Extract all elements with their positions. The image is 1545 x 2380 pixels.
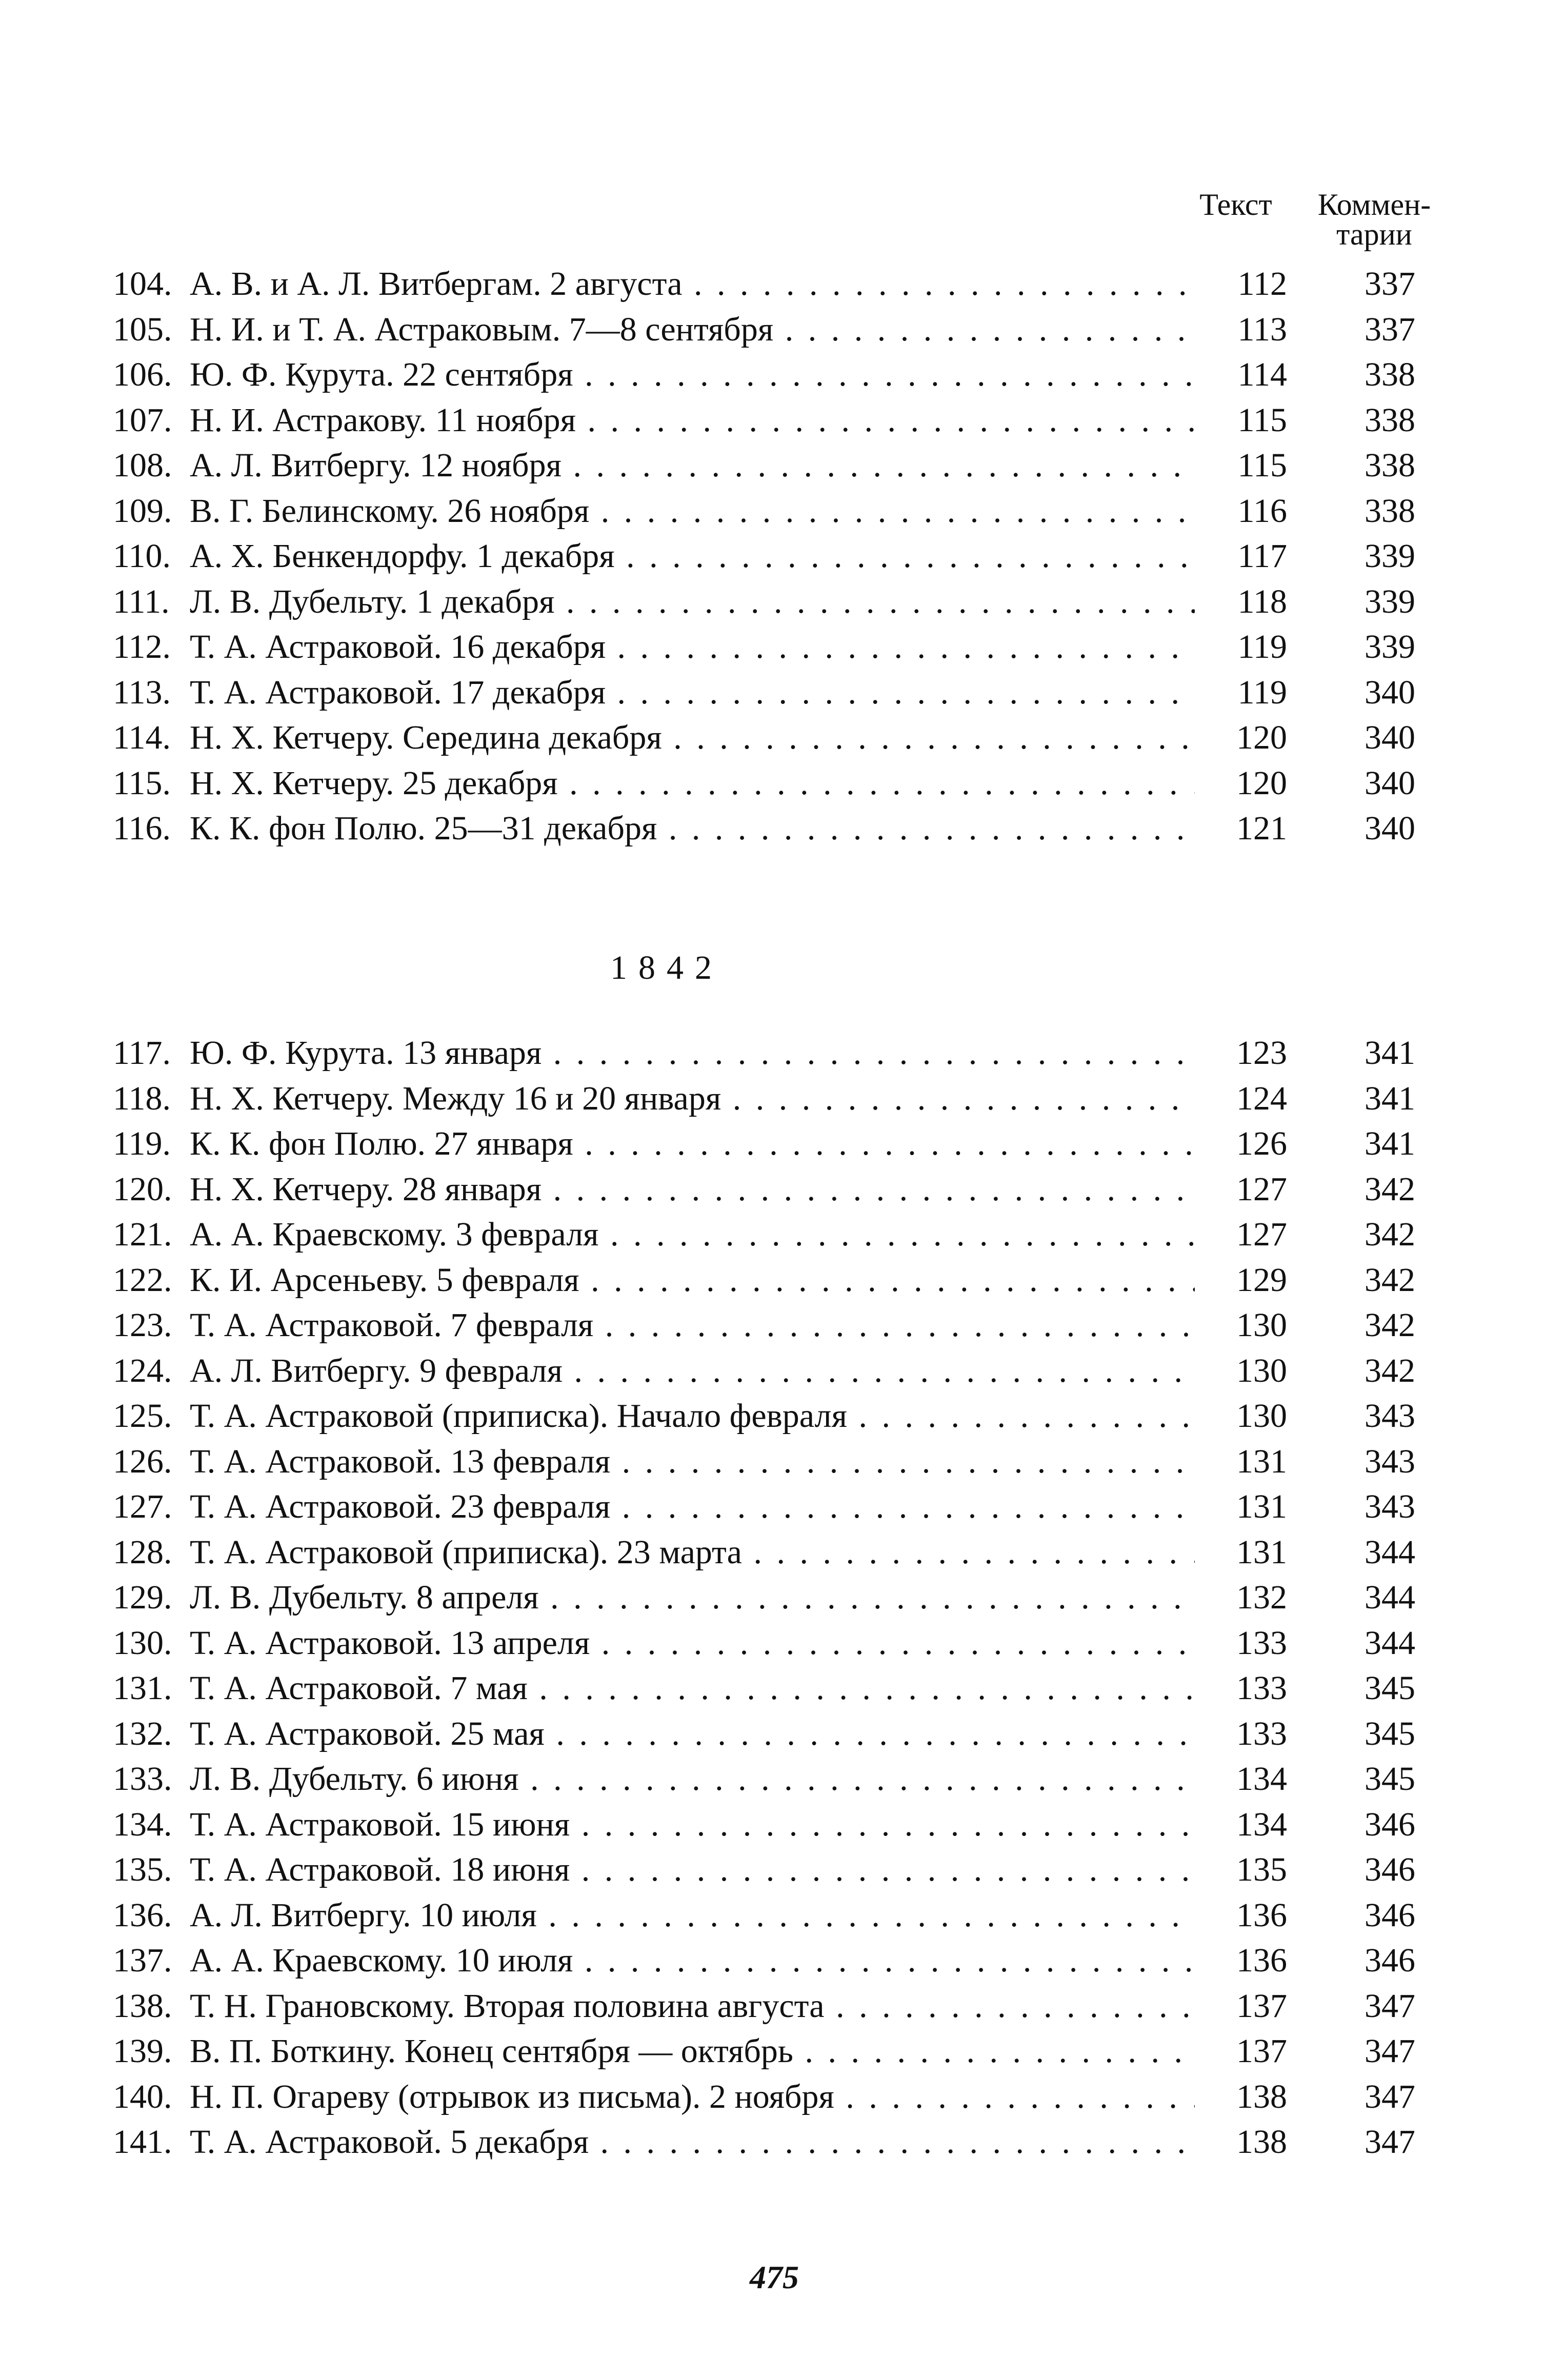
entry-text-page: 118 [1195, 582, 1292, 621]
entry-comment-page: 340 [1365, 719, 1415, 757]
entry-title: Т. А. Астраковой. 13 апреля . . . [190, 1624, 1195, 1663]
toc-entry [113, 1031, 1426, 1076]
entry-title: А. В. и А. Л. Витбергам. 2 августа . . . [190, 265, 1195, 304]
entry-text-page: 112 [1195, 265, 1292, 304]
entry-comment-page: 339 [1365, 537, 1415, 575]
entry-number: 133. [113, 1760, 172, 1798]
entry-title: А. Л. Витбергу. 12 ноября . . . [190, 446, 1195, 485]
entry-text-page: 129 [1195, 1261, 1292, 1300]
entry-text-page: 131 [1195, 1442, 1292, 1481]
entry-comment-page: 337 [1365, 265, 1415, 303]
toc-entry [113, 1258, 1426, 1303]
entry-comment-page: 337 [1365, 310, 1415, 348]
entry-title: Л. В. Дубельту. 6 июня . . . [190, 1760, 1195, 1799]
entry-number: 138. [113, 1987, 172, 2025]
entry-text-page: 123 [1195, 1034, 1292, 1073]
toc-section-1841 [113, 261, 1426, 852]
entry-comment-page: 341 [1365, 1034, 1415, 1072]
entry-comment-page: 338 [1365, 401, 1415, 439]
entry-comment-page: 342 [1365, 1216, 1415, 1254]
entry-title: Т. А. Астраковой. 17 декабря . . . [190, 673, 1195, 712]
entry-comment-page: 338 [1365, 492, 1415, 530]
entry-title: Т. А. Астраковой. 18 июня . . . [190, 1850, 1195, 1889]
entry-title: Н. Х. Кетчеру. 25 декабря . . . [190, 764, 1195, 803]
entry-comment-page: 347 [1365, 2032, 1415, 2070]
entry-number: 108. [113, 447, 172, 485]
entry-text-page: 119 [1195, 628, 1292, 667]
toc-entry [113, 761, 1426, 806]
toc-entry [113, 1484, 1426, 1530]
entry-number: 141. [113, 2123, 172, 2161]
entry-title: В. Г. Белинскому. 26 ноября . . . [190, 492, 1195, 531]
entry-title: А. А. Краевскому. 10 июля . . . [190, 1941, 1195, 1980]
entry-title: А. А. Краевскому. 3 февраля . . . [190, 1215, 1195, 1254]
entry-number: 104. [113, 265, 172, 303]
entry-title: Т. А. Астраковой (приписка). 23 марта . . . [190, 1533, 1195, 1572]
toc-entry [113, 1121, 1426, 1167]
entry-comment-page: 343 [1365, 1442, 1415, 1480]
entry-text-page: 133 [1195, 1715, 1292, 1753]
entry-number: 106. [113, 356, 172, 394]
toc-entry [113, 398, 1426, 443]
entry-title: Л. В. Дубельту. 1 декабря . . . [190, 582, 1195, 621]
entry-title: Т. А. Астраковой. 5 декабря . . . [190, 2123, 1195, 2162]
entry-number: 125. [113, 1397, 172, 1435]
toc-entry [113, 261, 1426, 307]
entry-comment-page: 344 [1365, 1533, 1415, 1571]
entry-text-page: 132 [1195, 1578, 1292, 1617]
toc-entry [113, 307, 1426, 353]
toc-entry [113, 1575, 1426, 1621]
entry-comment-page: 345 [1365, 1715, 1415, 1752]
entry-comment-page: 346 [1365, 1942, 1415, 1980]
toc-entry [113, 1303, 1426, 1348]
toc-entry [113, 1666, 1426, 1711]
entry-title: Н. П. Огареву (отрывок из письма). 2 ноября . . . [190, 2078, 1195, 2116]
entry-title: В. П. Боткину. Конец сентября — октябрь . . . [190, 2032, 1195, 2071]
toc-entry [113, 715, 1426, 761]
entry-title: К. К. фон Полю. 27 января . . . [190, 1124, 1195, 1163]
column-header-text: Текст [1199, 188, 1272, 221]
entry-number: 124. [113, 1352, 172, 1389]
entry-number: 113. [113, 673, 171, 711]
entry-number: 137. [113, 1942, 172, 1980]
entry-title: Ю. Ф. Курута. 13 января . . . [190, 1034, 1195, 1073]
toc-entry [113, 579, 1426, 625]
entry-title: Т. А. Астраковой. 7 мая . . . [190, 1669, 1195, 1708]
column-header-comments: Коммен- тарии [1317, 188, 1431, 251]
entry-text-page: 133 [1195, 1624, 1292, 1663]
entry-text-page: 130 [1195, 1352, 1292, 1390]
entry-number: 118. [113, 1079, 171, 1117]
entry-number: 122. [113, 1261, 172, 1299]
entry-text-page: 124 [1195, 1079, 1292, 1118]
entry-title: Т. А. Астраковой (приписка). Начало февраля . . . [190, 1397, 1195, 1436]
toc-entry [113, 443, 1426, 489]
entry-number: 117. [113, 1034, 171, 1072]
entry-title: Т. А. Астраковой. 7 февраля . . . [190, 1306, 1195, 1345]
entry-number: 120. [113, 1170, 172, 1208]
entry-text-page: 131 [1195, 1487, 1292, 1526]
entry-comment-page: 344 [1365, 1624, 1415, 1662]
toc-entry [113, 1621, 1426, 1666]
entry-title: Н. И. Астракову. 11 ноября . . . [190, 401, 1195, 440]
entry-text-page: 137 [1195, 1987, 1292, 2026]
entry-text-page: 120 [1195, 718, 1292, 757]
entry-number: 123. [113, 1306, 172, 1344]
entry-number: 129. [113, 1579, 172, 1617]
toc-entry [113, 1847, 1426, 1893]
entry-text-page: 113 [1195, 310, 1292, 349]
entry-text-page: 138 [1195, 2123, 1292, 2162]
entry-title: А. Х. Бенкендорфу. 1 декабря . . . [190, 537, 1195, 576]
entry-title: К. К. фон Полю. 25—31 декабря . . . [190, 809, 1195, 848]
entry-number: 135. [113, 1851, 172, 1889]
entry-comment-page: 345 [1365, 1669, 1415, 1707]
entry-comment-page: 342 [1365, 1261, 1415, 1299]
entry-comment-page: 347 [1365, 1987, 1415, 2025]
entry-number: 131. [113, 1669, 172, 1707]
toc-entry [113, 1802, 1426, 1848]
entry-title: Т. А. Астраковой. 25 мая . . . [190, 1715, 1195, 1753]
entry-title: К. И. Арсеньеву. 5 февраля . . . [190, 1261, 1195, 1300]
entry-comment-page: 341 [1365, 1125, 1415, 1163]
toc-entry [113, 1076, 1426, 1122]
entry-number: 127. [113, 1488, 172, 1526]
toc-entry [113, 352, 1426, 398]
entry-comment-page: 341 [1365, 1079, 1415, 1117]
toc-entry [113, 624, 1426, 670]
page-number: 475 [750, 2259, 799, 2295]
entry-comment-page: 345 [1365, 1760, 1415, 1798]
toc-entry [113, 1757, 1426, 1802]
toc-entry [113, 2120, 1426, 2165]
entry-text-page: 117 [1195, 537, 1292, 576]
entry-text-page: 116 [1195, 492, 1292, 531]
entry-title: А. Л. Витбергу. 10 июля . . . [190, 1896, 1195, 1935]
entry-comment-page: 343 [1365, 1397, 1415, 1435]
toc-section-1842 [113, 1031, 1426, 2165]
year-heading: 1842 [610, 949, 723, 986]
entry-comment-page: 342 [1365, 1170, 1415, 1208]
entry-title: Т. Н. Грановскому. Вторая половина августа . . . [190, 1987, 1195, 2026]
entry-number: 116. [113, 810, 171, 848]
entry-comment-page: 347 [1365, 2123, 1415, 2161]
entry-number: 128. [113, 1533, 172, 1571]
entry-comment-page: 346 [1365, 1805, 1415, 1843]
toc-entry [113, 1439, 1426, 1485]
entry-number: 107. [113, 401, 172, 439]
entry-comment-page: 339 [1365, 582, 1415, 620]
entry-comment-page: 340 [1365, 810, 1415, 848]
entry-text-page: 115 [1195, 401, 1292, 440]
entry-comment-page: 343 [1365, 1488, 1415, 1526]
entry-comment-page: 344 [1365, 1579, 1415, 1617]
entry-text-page: 127 [1195, 1170, 1292, 1209]
entry-number: 132. [113, 1715, 172, 1752]
entry-comment-page: 346 [1365, 1851, 1415, 1889]
toc-entry [113, 1394, 1426, 1439]
entry-text-page: 130 [1195, 1306, 1292, 1345]
toc-entry [113, 1984, 1426, 2029]
entry-number: 119. [113, 1125, 171, 1163]
entry-title: Т. А. Астраковой. 16 декабря . . . [190, 628, 1195, 667]
entry-comment-page: 346 [1365, 1896, 1415, 1934]
entry-text-page: 133 [1195, 1669, 1292, 1708]
entry-text-page: 119 [1195, 673, 1292, 712]
toc-entry [113, 1893, 1426, 1939]
entry-number: 136. [113, 1896, 172, 1934]
entry-text-page: 121 [1195, 809, 1292, 848]
entry-comment-page: 338 [1365, 447, 1415, 485]
entry-title: Т. А. Астраковой. 13 февраля . . . [190, 1442, 1195, 1481]
entry-comment-page: 342 [1365, 1306, 1415, 1344]
entry-text-page: 136 [1195, 1896, 1292, 1935]
toc-entry [113, 2029, 1426, 2074]
entry-text-page: 114 [1195, 355, 1292, 394]
entry-comment-page: 340 [1365, 764, 1415, 802]
entry-title: Н. Х. Кетчеру. 28 января . . . [190, 1170, 1195, 1209]
entry-number: 114. [113, 719, 171, 757]
entry-number: 110. [113, 537, 171, 575]
entry-number: 139. [113, 2032, 172, 2070]
toc-entry [113, 2074, 1426, 2120]
entry-title: А. Л. Витбергу. 9 февраля . . . [190, 1352, 1195, 1390]
entry-text-page: 136 [1195, 1941, 1292, 1980]
toc-entry [113, 670, 1426, 716]
entry-number: 111. [113, 582, 170, 620]
toc-entry [113, 489, 1426, 534]
entry-comment-page: 340 [1365, 673, 1415, 711]
entry-comment-page: 347 [1365, 2078, 1415, 2115]
entry-comment-page: 338 [1365, 356, 1415, 394]
entry-number: 134. [113, 1805, 172, 1843]
toc-entry [113, 1530, 1426, 1576]
entry-text-page: 137 [1195, 2032, 1292, 2071]
entry-title: Н. И. и Т. А. Астраковым. 7—8 сентября . . . [190, 310, 1195, 349]
toc-entry [113, 806, 1426, 852]
toc-entry [113, 1167, 1426, 1213]
entry-title: Т. А. Астраковой. 23 февраля . . . [190, 1487, 1195, 1526]
toc-entry [113, 1938, 1426, 1984]
entry-title: Н. Х. Кетчеру. Середина декабря . . . [190, 718, 1195, 757]
toc-entry [113, 1212, 1426, 1258]
entry-text-page: 135 [1195, 1850, 1292, 1889]
entry-comment-page: 342 [1365, 1352, 1415, 1389]
entry-text-page: 126 [1195, 1124, 1292, 1163]
entry-text-page: 134 [1195, 1805, 1292, 1844]
entry-title: Ю. Ф. Курута. 22 сентября . . . [190, 355, 1195, 394]
entry-text-page: 115 [1195, 446, 1292, 485]
entry-text-page: 131 [1195, 1533, 1292, 1572]
entry-text-page: 120 [1195, 764, 1292, 803]
entry-number: 140. [113, 2078, 172, 2115]
entry-text-page: 134 [1195, 1760, 1292, 1799]
entry-text-page: 138 [1195, 2078, 1292, 2116]
entry-number: 105. [113, 310, 172, 348]
entry-number: 109. [113, 492, 172, 530]
entry-text-page: 130 [1195, 1397, 1292, 1436]
toc-entry [113, 1348, 1426, 1394]
entry-number: 121. [113, 1216, 172, 1254]
entry-title: Л. В. Дубельту. 8 апреля . . . [190, 1578, 1195, 1617]
entry-title: Т. А. Астраковой. 15 июня . . . [190, 1805, 1195, 1844]
entry-number: 112. [113, 628, 171, 666]
entry-title: Н. Х. Кетчеру. Между 16 и 20 января . . . [190, 1079, 1195, 1118]
entry-number: 130. [113, 1624, 172, 1662]
toc-entry [113, 534, 1426, 579]
entry-comment-page: 339 [1365, 628, 1415, 666]
toc-entry [113, 1711, 1426, 1757]
entry-text-page: 127 [1195, 1215, 1292, 1254]
entry-number: 115. [113, 764, 171, 802]
entry-number: 126. [113, 1442, 172, 1480]
